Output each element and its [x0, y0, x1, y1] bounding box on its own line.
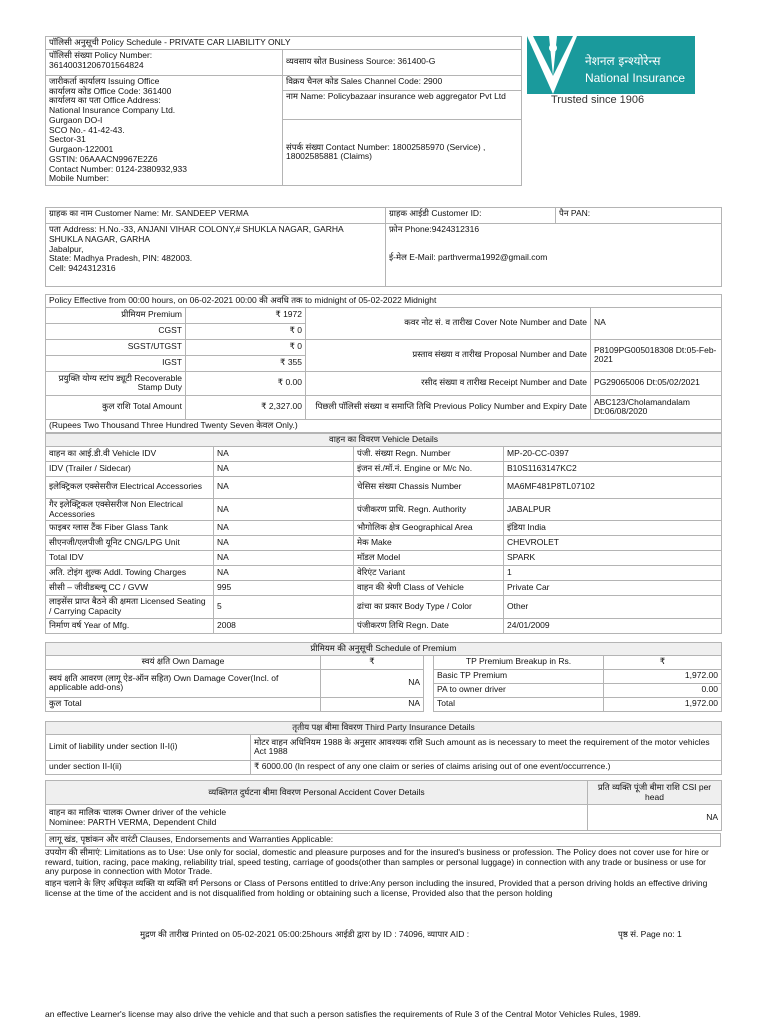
premium-value: ₹ 1972 [186, 307, 306, 323]
receipt-label: रसीद संख्या व तारीख Receipt Number and Date [306, 371, 591, 395]
vehicle-label-left: सीसी – जीवीडब्ल्यू CC / GVW [46, 581, 214, 596]
spacer [424, 655, 434, 711]
contact-number: संपर्क संख्या Contact Number: 18002585970 (Service) , 18002585881 (Claims) [283, 119, 522, 185]
previous-policy-value: ABC123/Cholamandalam Dt:06/08/2020 [591, 395, 722, 419]
continuation-text: an effective Learner's license may also drive the vehicle and that such a person satisfies the requirements of Rule 3 of the Central Motor Vehicles Rules, 1989. [45, 1009, 641, 1019]
tp-header: TP Premium Breakup in Rs. [434, 655, 604, 669]
vehicle-label-left: Total IDV [46, 551, 214, 566]
vehicle-label-left: वाहन का आई.डी.वी Vehicle IDV [46, 446, 214, 461]
tp-limit-label: Limit of liability under section II-I(i) [46, 734, 251, 760]
vehicle-value-right: इंडिया India [504, 521, 722, 536]
od-cover-label: स्वयं क्षति आवरण (लागू ऐड-ऑन सहित) Own Damage Cover(Incl. of applicable add-ons) [46, 669, 321, 697]
vehicle-row [46, 581, 722, 596]
vehicle-label-right: पंजीकरण प्राधि. Regn. Authority [354, 498, 504, 521]
page-number: पृष्ठ सं. Page no: 1 [618, 929, 682, 939]
customer-contact [386, 224, 722, 287]
vehicle-value-left: NA [214, 566, 354, 581]
vehicle-row [46, 566, 722, 581]
schedule-title: पॉलिसी अनुसूची Policy Schedule - PRIVATE CAR LIABILITY ONLY [46, 37, 522, 50]
tp-total-label: Total [434, 697, 604, 711]
policy-effective: Policy Effective from 00:00 hours, on 06-02-2021 00:00 की अवधि तक to midnight of 05-02-2022 Midnight [46, 295, 722, 308]
logo-hindi-text: नेशनल इन्श्योरेन्स [585, 54, 661, 68]
tp-basic-label: Basic TP Premium [434, 669, 604, 683]
schedule-title: प्रीमियम की अनुसूची Schedule of Premium [46, 643, 722, 656]
od-header: स्वयं क्षति Own Damage [46, 655, 321, 669]
vehicle-value-left: NA [214, 536, 354, 551]
cgst-value: ₹ 0 [186, 323, 306, 339]
cgst-label: CGST [46, 323, 186, 339]
vehicle-label-right: वेरिएंट Variant [354, 566, 504, 581]
vehicle-value-right: MP-20-CC-0397 [504, 446, 722, 461]
vehicle-value-left: 995 [214, 581, 354, 596]
od-currency: ₹ [321, 655, 424, 669]
clause-limitations: उपयोग की सीमाएं: Limitations as to Use: Use only for social, domestic and pleasure purposes and for the insured's business or profession. The Policy does not cover use for hire or reward, tuition, racing, pace making, reliability trial, speed testing, carriage of goods(other than samples or personal luggage) in connection with any trade or business or use for any purpose in connection with Motor Trade. [45, 846, 709, 877]
customer-phone: फ़ोन Phone:9424312316 [389, 224, 480, 234]
vehicle-value-right: Other [504, 596, 722, 619]
previous-policy-label: पिछली पॉलिसी संख्या व समाप्ति तिथि Previous Policy Number and Expiry Date [306, 395, 591, 419]
vehicle-value-left: NA [214, 476, 354, 498]
sales-channel: विक्रय चैनल कोड Sales Channel Code: 2900 [283, 75, 522, 90]
vehicle-label-left: इलेक्ट्रिकल एक्सेसरीज Electrical Accessories [46, 476, 214, 498]
vehicle-row [46, 498, 722, 521]
vehicle-row [46, 521, 722, 536]
vehicle-value-right: 1 [504, 566, 722, 581]
vehicle-label-left: फाइबर ग्लास टैंक Fiber Glass Tank [46, 521, 214, 536]
vehicle-row [46, 618, 722, 633]
logo-english-text: National Insurance [585, 71, 686, 85]
company-logo [527, 36, 695, 110]
vehicle-value-right: MA6MF481P8TL07102 [504, 476, 722, 498]
cover-note-label: कवर नोट सं. व तारीख Cover Note Number and Date [306, 307, 591, 339]
stamp-duty-value: ₹ 0.00 [186, 371, 306, 395]
clauses-block [45, 833, 721, 900]
vehicle-value-right: 24/01/2009 [504, 618, 722, 633]
vehicle-value-right: SPARK [504, 551, 722, 566]
vehicle-label-left: लाइसेंस प्राप्त बैठने की क्षमता Licensed Seating / Carrying Capacity [46, 596, 214, 619]
vehicle-row [46, 461, 722, 476]
vehicle-value-left: NA [214, 498, 354, 521]
receipt-value: PG29065006 Dt:05/02/2021 [591, 371, 722, 395]
vehicle-value-left: NA [214, 551, 354, 566]
vehicle-label-left: अति. टोइंग शुल्क Addl. Towing Charges [46, 566, 214, 581]
customer-block [45, 207, 721, 287]
tp-section-label: under section II-I(ii) [46, 760, 251, 774]
vehicle-label-right: भौगोलिक क्षेत्र Geographical Area [354, 521, 504, 536]
vehicle-label-right: वाहन की श्रेणी Class of Vehicle [354, 581, 504, 596]
vehicle-value-right: Private Car [504, 581, 722, 596]
vehicle-label-right: मेक Make [354, 536, 504, 551]
customer-id: ग्राहक आईडी Customer ID: [386, 208, 556, 224]
business-source: व्यवसाय स्रोत Business Source: 361400-G [283, 49, 522, 75]
od-cover-value: NA [321, 669, 424, 697]
pa-csi-header: प्रति व्यक्ति पूंजी बीमा राशि CSI per head [588, 781, 722, 805]
vehicle-value-right: JABALPUR [504, 498, 722, 521]
vehicle-label-right: इंजन सं./मॉ.नं. Engine or M/c No. [354, 461, 504, 476]
tp-currency: ₹ [604, 655, 722, 669]
amount-in-words: (Rupees Two Thousand Three Hundred Twenty Seven केवल Only.) [46, 419, 722, 432]
sgst-value: ₹ 0 [186, 339, 306, 355]
vehicle-value-left: NA [214, 461, 354, 476]
personal-accident-block [45, 780, 721, 831]
premium-block [45, 294, 721, 433]
proposal-label: प्रस्ताव संख्या व तारीख Proposal Number and Date [306, 339, 591, 371]
pa-nominee: Nominee: PARTH VERMA, Dependent Child [49, 816, 217, 827]
vehicle-row [46, 446, 722, 461]
third-party-title: तृतीय पक्ष बीमा विवरण Third Party Insurance Details [46, 722, 722, 735]
vehicle-value-left: 2008 [214, 618, 354, 633]
igst-value: ₹ 355 [186, 355, 306, 371]
policy-number: पॉलिसी संख्या Policy Number: 361400312067015​6482​4 [46, 49, 283, 75]
vehicle-label-left: गैर इलेक्ट्रिकल एक्सेसरीज Non Electrical Accessories [46, 498, 214, 521]
customer-pan: पैन PAN: [556, 208, 722, 224]
sgst-label: SGST/UTGST [46, 339, 186, 355]
vehicle-label-left: IDV (Trailer / Sidecar) [46, 461, 214, 476]
vehicle-title: वाहन का विवरण Vehicle Details [46, 434, 722, 447]
third-party-block [45, 721, 721, 775]
vehicle-row [46, 551, 722, 566]
cover-note-value: NA [591, 307, 722, 339]
tagline: Trusted since 1906 [551, 94, 645, 106]
clause-drivers: वाहन चलाने के लिए अधिकृत व्यक्ति या व्यक्ति वर्ग Persons or Class of Persons entitled to drive:Any person including the insured, Provided that a person driving holds an effective driving license at the time of the accident and is not disqualified from holding or obtaining such a license, Provided also that the person holding [45, 878, 708, 898]
proposal-value: P8109PG005018308 Dt:05-Feb-2021 [591, 339, 722, 371]
customer-email: ई-मेल E-Mail: parthverma1992@gmail.com [389, 251, 548, 262]
vehicle-value-left: NA [214, 446, 354, 461]
vehicle-block [45, 433, 721, 634]
vehicle-label-right: पंजी. संख्या Regn. Number [354, 446, 504, 461]
vehicle-label-right: चेसिस संख्या Chassis Number [354, 476, 504, 498]
tp-total-value: 1,972.00 [604, 697, 722, 711]
pa-title: व्यक्तिगत दुर्घटना बीमा विवरण Personal Accident Cover Details [46, 781, 588, 805]
clauses-title: लागू खंड, पृष्ठांकन और वारंटी Clauses, Endorsements and Warranties Applicable: [45, 833, 721, 847]
total-amount-label: कुल राशि Total Amount [46, 395, 186, 419]
issuing-office: जारीकर्ता कार्यालय Issuing Office कार्यालय कोड Office Code: 361400 कार्यालय का पता Office Address: National Insurance Company Ltd. Gurgaon DO-I SCO No.- 41-42-43. Sector-31 Gurgaon-122001 GSTIN: 06AAACN9967E2Z6 Contact Number: 0124-2380932,933 Mobile Number: [46, 75, 283, 185]
vehicle-label-right: मॉडल Model [354, 551, 504, 566]
premium-label: प्रीमियम Premium [46, 307, 186, 323]
vehicle-label-left: निर्माण वर्ष Year of Mfg. [46, 618, 214, 633]
tp-section-value: ₹ 6000.00 (In respect of any one claim or series of claims arising out of one event/occurrence.) [251, 760, 722, 774]
tp-pa-label: PA to owner driver [434, 683, 604, 697]
customer-address: पता Address: H.No.-33, ANJANI VIHAR COLONY,# SHUKLA NAGAR, GARHA SHUKLA NAGAR, GARHA Jabalpur, State: Madhya Pradesh, PIN: 482003. Cell: 9424312316 [46, 224, 386, 287]
vehicle-label-left: सीएनजी/एलपीजी यूनिट CNG/LPG Unit [46, 536, 214, 551]
igst-label: IGST [46, 355, 186, 371]
tp-pa-value: 0.00 [604, 683, 722, 697]
customer-name: ग्राहक का नाम Customer Name: Mr. SANDEEP VERMA [46, 208, 386, 224]
vehicle-row [46, 476, 722, 498]
schedule-block [45, 642, 721, 712]
od-total-value: NA [321, 697, 424, 711]
tp-limit-value: मोटर वाहन अधिनियम 1988 के अनुसार आवश्यक राशि Such amount as is necessary to meet the requirement of the motor vehicles Act 1988 [251, 734, 722, 760]
vehicle-row [46, 536, 722, 551]
total-amount-value: ₹ 2,327.00 [186, 395, 306, 419]
printed-info: मुद्रण की तारीख Printed on 05-02-2021 05:00:25hours आईडी द्वारा by ID : 74096, व्यापार AID : [140, 929, 470, 939]
logo-mark-icon [527, 36, 695, 96]
stamp-duty-label: प्रयुक्ति योग्य स्टांप ड्यूटी Recoverable Stamp Duty [46, 371, 186, 395]
od-total-label: कुल Total [46, 697, 321, 711]
agent-name: नाम Name: Policybazaar insurance web aggregator Pvt Ltd [283, 90, 522, 119]
pa-owner: वाहन का मालिक चालक Owner driver of the vehicle Nominee: PARTH VERMA, Dependent Child [46, 805, 588, 831]
vehicle-label-right: ढांचा का प्रकार Body Type / Color [354, 596, 504, 619]
tp-basic-value: 1,972.00 [604, 669, 722, 683]
vehicle-value-right: CHEVROLET [504, 536, 722, 551]
vehicle-label-right: पंजीकरण तिथि Regn. Date [354, 618, 504, 633]
pa-value: NA [588, 805, 722, 831]
header-block [45, 36, 521, 186]
vehicle-value-left: NA [214, 521, 354, 536]
vehicle-value-left: 5 [214, 596, 354, 619]
vehicle-value-right: B10S1163147KC2 [504, 461, 722, 476]
vehicle-row [46, 596, 722, 619]
